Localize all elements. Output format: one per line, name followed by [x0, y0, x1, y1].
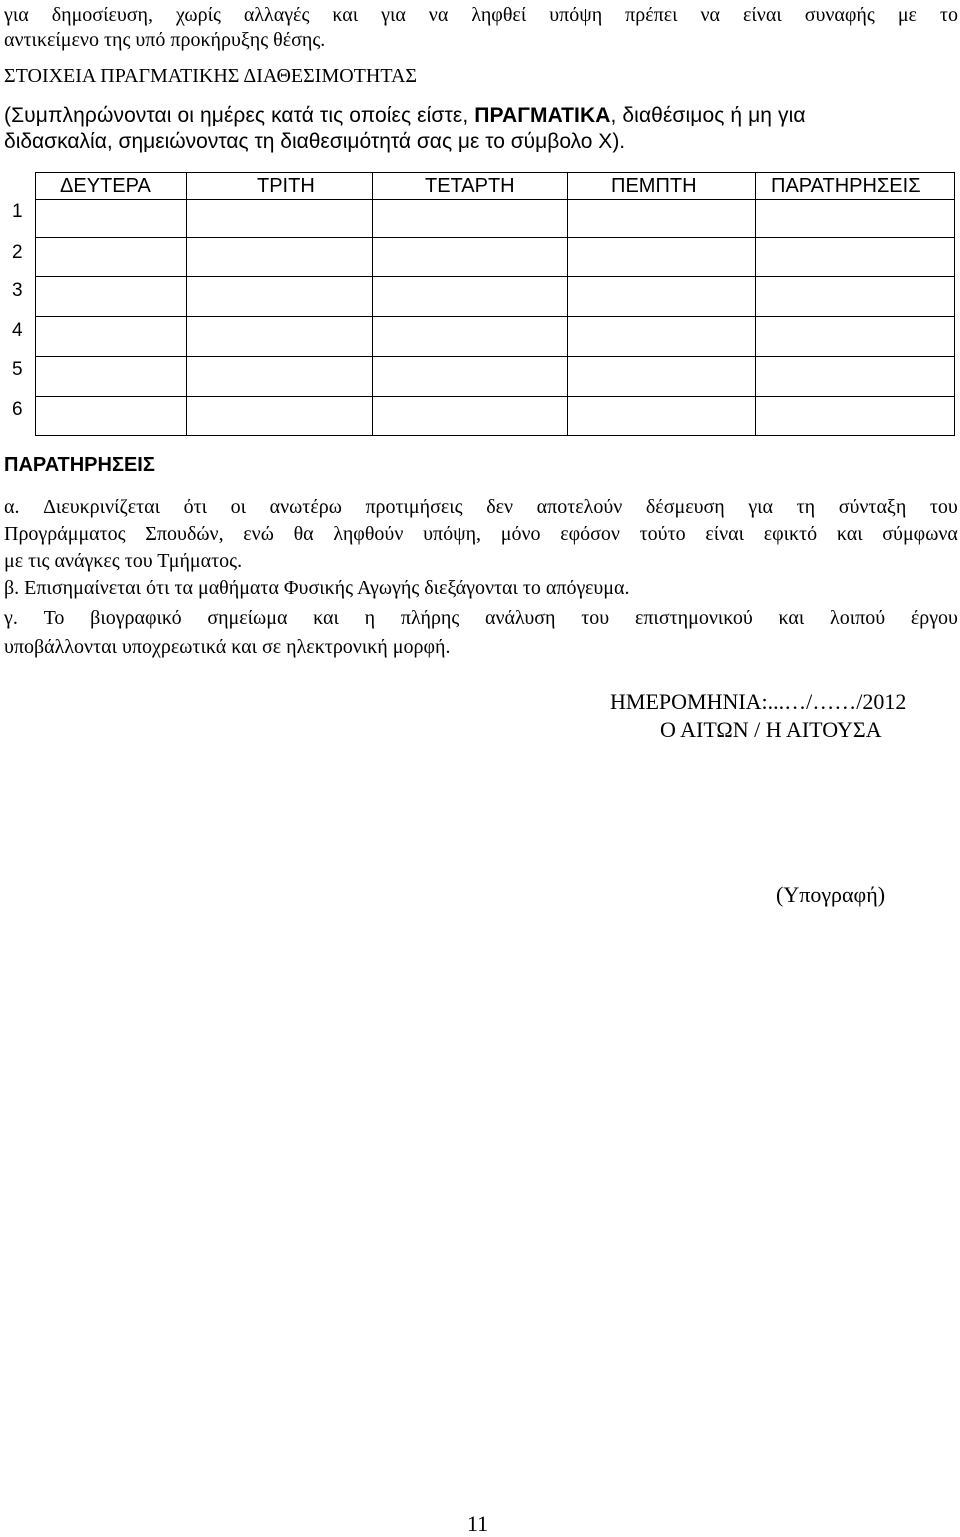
row-number-6: 6	[12, 399, 23, 420]
word: του	[581, 607, 610, 629]
word: η	[364, 607, 376, 629]
word: και	[332, 4, 359, 26]
availability-cell[interactable]	[373, 277, 567, 316]
availability-cell[interactable]	[568, 397, 755, 435]
word: για	[748, 496, 774, 518]
remark-b: β. Επισημαίνεται ότι τα μαθήματα Φυσικής Αγωγής διεξάγονται το απόγευμα.	[4, 577, 630, 599]
word: ληφθεί	[471, 4, 527, 26]
word: Διευκρινίζεται	[43, 496, 161, 518]
row-number-1: 1	[12, 201, 23, 222]
page-number: 11	[467, 1511, 489, 1536]
word: υπόψη,	[423, 523, 482, 545]
word: έργου	[910, 607, 958, 629]
availability-instructions-line-1	[4, 104, 806, 128]
availability-cell[interactable]	[187, 277, 372, 316]
word: του	[929, 496, 958, 518]
remark-c-line-1	[4, 606, 958, 630]
availability-cell[interactable]	[373, 397, 567, 435]
availability-cell[interactable]	[373, 200, 567, 237]
word: είναι	[705, 523, 744, 545]
word: θα	[293, 523, 314, 545]
word: με	[897, 4, 917, 26]
word: γ.	[4, 607, 18, 629]
applicant-label: Ο ΑΙΤΩΝ / Η ΑΙΤΟΥΣΑ	[660, 717, 882, 742]
availability-cell[interactable]	[568, 277, 755, 316]
intro-line-2: αντικείμενο της υπό προκήρυξης θέσης.	[4, 29, 326, 51]
word: Σπουδών,	[145, 523, 224, 545]
availability-cell[interactable]	[568, 317, 755, 356]
availability-cell[interactable]	[36, 238, 186, 276]
availability-cell[interactable]	[756, 277, 954, 316]
remark-c-line-2: υποβάλλονται υποχρεωτικά και σε ηλεκτρονική μορφή.	[4, 636, 451, 658]
remark-a-line-3: με τις ανάγκες του Τμήματος.	[4, 550, 243, 572]
word: το	[939, 4, 958, 26]
header-monday: ΔΕΥΤΕΡΑ	[60, 175, 151, 197]
word: λοιπού	[830, 607, 886, 629]
word: τούτο	[639, 523, 686, 545]
availability-cell[interactable]	[187, 317, 372, 356]
instructions-text-end: , διαθέσιμος ή μη για	[610, 104, 806, 127]
availability-cell[interactable]	[187, 397, 372, 435]
word: ληφθούν	[333, 523, 404, 545]
signature-label: (Υπογραφή)	[776, 882, 886, 907]
word: βιογραφικό	[90, 607, 182, 629]
availability-heading: ΣΤΟΙΧΕΙΑ ΠΡΑΓΜΑΤΙΚΗΣ ΔΙΑΘΕΣΙΜΟΤΗΤΑΣ	[4, 65, 418, 87]
availability-cell[interactable]	[568, 357, 755, 396]
remarks-heading: ΠΑΡΑΤΗΡΗΣΕΙΣ	[4, 454, 155, 476]
header-thursday: ΠΕΜΠΤΗ	[611, 175, 697, 197]
word: για	[4, 4, 29, 26]
word: συναφής	[804, 4, 875, 26]
word: και	[778, 607, 805, 629]
instructions-bold: ΠΡΑΓΜΑΤΙΚΑ	[474, 104, 611, 127]
word: είναι	[743, 4, 782, 26]
word: α.	[4, 496, 20, 518]
remark-a-line-1	[4, 495, 958, 519]
availability-instructions-line-2: διδασκαλία, σημειώνοντας τη διαθεσιμότητά σας με το σύμβολο Χ).	[4, 130, 626, 153]
word: ότι	[183, 496, 208, 518]
word: υπόψη	[549, 4, 603, 26]
word: επιστημονικού	[634, 607, 753, 629]
availability-cell[interactable]	[36, 277, 186, 316]
remark-a-line-2	[4, 522, 958, 546]
word: ανωτέρω	[269, 496, 342, 518]
date-field: ΗΜΕΡΟΜΗΝΙΑ:...…/……/2012	[610, 689, 907, 714]
word: σύνταξη	[838, 496, 907, 518]
word: μόνο	[500, 523, 541, 545]
availability-cell[interactable]	[756, 357, 954, 396]
word: οι	[230, 496, 247, 518]
row-number-4: 4	[12, 320, 23, 341]
instructions-text: (Συμπληρώνονται οι ημέρες κατά τις οποίες είστε,	[4, 104, 469, 127]
row-number-2: 2	[12, 242, 23, 263]
word: ενώ	[243, 523, 274, 545]
word: Το	[43, 607, 65, 629]
availability-cell[interactable]	[756, 397, 954, 435]
word: δέσμευση	[645, 496, 725, 518]
word: δημοσίευση,	[51, 4, 153, 26]
availability-cell[interactable]	[756, 238, 954, 276]
availability-cell[interactable]	[187, 200, 372, 237]
word: να	[428, 4, 449, 26]
word: χωρίς	[175, 4, 221, 26]
availability-cell[interactable]	[36, 200, 186, 237]
word: δεν	[486, 496, 514, 518]
word: ανάλυση	[485, 607, 556, 629]
word: αποτελούν	[536, 496, 623, 518]
word: τη	[796, 496, 816, 518]
row-number-3: 3	[12, 280, 23, 301]
word: προτιμήσεις	[365, 496, 463, 518]
availability-cell[interactable]	[756, 317, 954, 356]
availability-cell[interactable]	[373, 317, 567, 356]
word: εφικτό	[763, 523, 818, 545]
availability-cell[interactable]	[568, 238, 755, 276]
word: σύμφωνα	[882, 523, 958, 545]
availability-cell[interactable]	[36, 397, 186, 435]
availability-cell[interactable]	[756, 200, 954, 237]
word: και	[313, 607, 339, 629]
word: να	[700, 4, 721, 26]
word: πλήρης	[400, 607, 460, 629]
word: Προγράμματος	[4, 523, 126, 545]
word: για	[381, 4, 406, 26]
availability-cell[interactable]	[568, 200, 755, 237]
word: εφόσον	[560, 523, 620, 545]
header-wednesday: ΤΕΤΑΡΤΗ	[425, 175, 515, 197]
availability-cell[interactable]	[187, 357, 372, 396]
availability-cell[interactable]	[36, 357, 186, 396]
row-number-5: 5	[12, 359, 23, 380]
availability-cell[interactable]	[373, 357, 567, 396]
availability-cell[interactable]	[373, 238, 567, 276]
availability-cell[interactable]	[36, 317, 186, 356]
header-remarks: ΠΑΡΑΤΗΡΗΣΕΙΣ	[771, 175, 921, 197]
intro-line-1	[4, 3, 958, 27]
word: αλλαγές	[243, 4, 310, 26]
word: πρέπει	[625, 4, 678, 26]
availability-cell[interactable]	[187, 238, 372, 276]
word: και	[836, 523, 863, 545]
word: σημείωμα	[207, 607, 288, 629]
header-tuesday: ΤΡΙΤΗ	[257, 175, 315, 197]
